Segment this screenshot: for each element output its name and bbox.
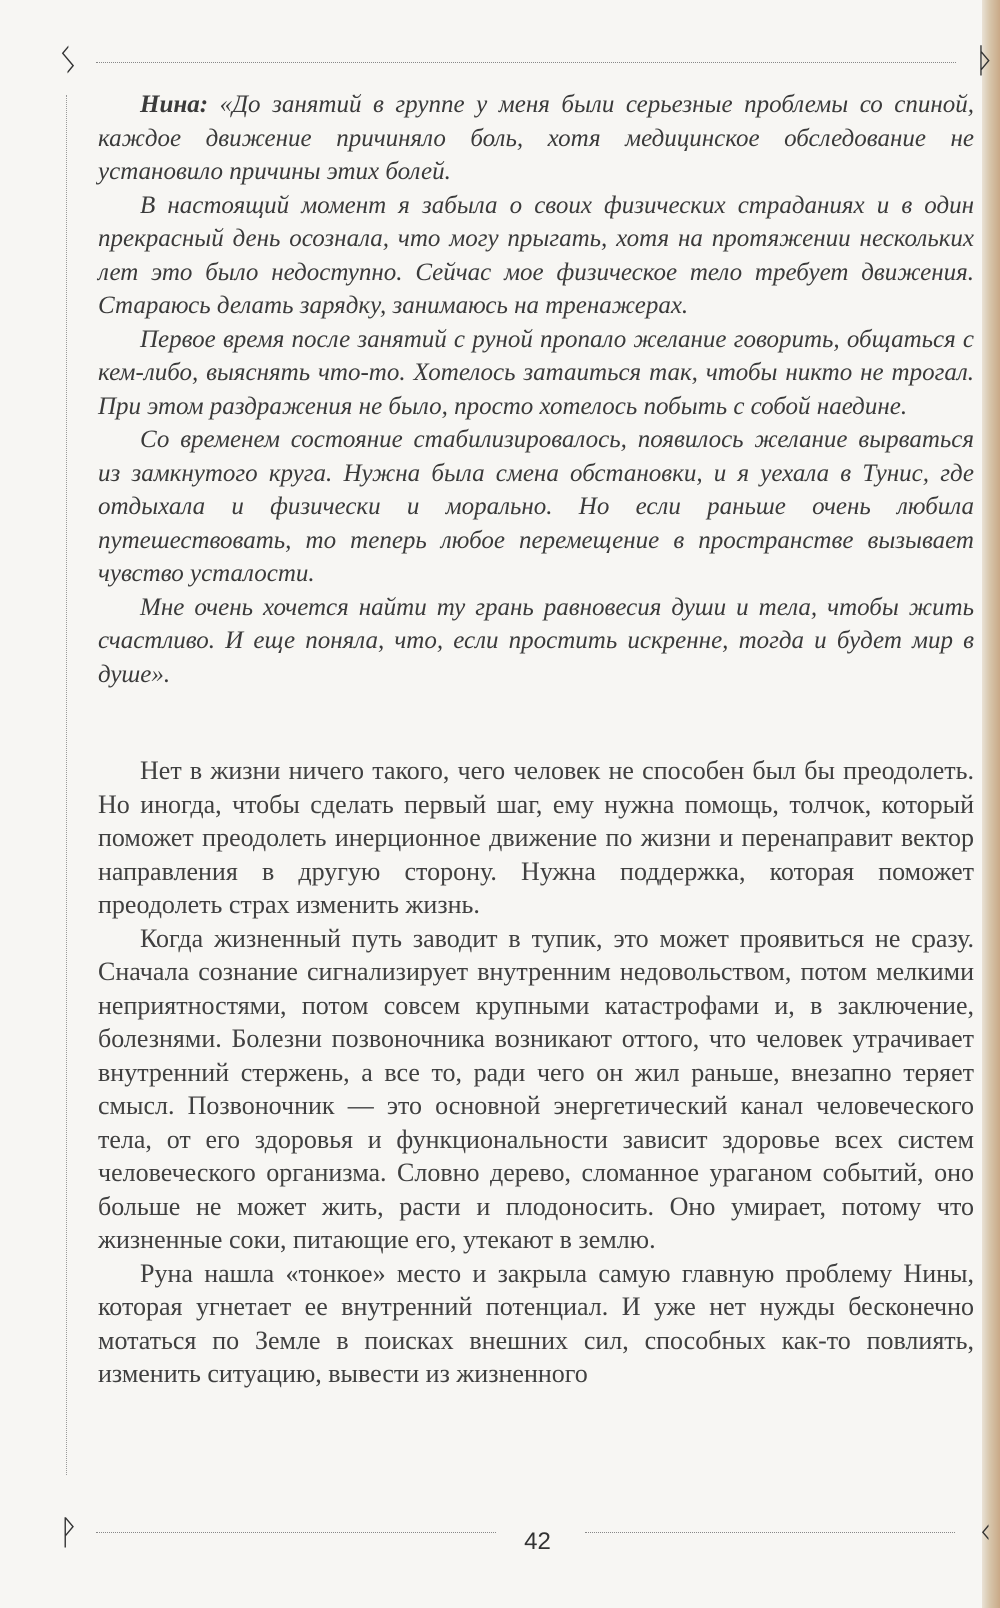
page-edge xyxy=(982,0,1000,1608)
body-paragraph: Когда жизненный путь заводит в тупик, это может проявиться не сразу. Сначала сознание сигнализирует внутренним недовольством, потом мелкими неприятностями, потом совсем крупными катастрофами и, в заключение, болезнями. Болезни позвоночника возникают оттого, что человек утрачивает внутренний стержень, а все то, ради чего он жил раньше, внезапно теряет смысл. Позвоночник — это основной энергетический канал человеческого тела, от его здоровья и функциональности зависит здоровье всех систем человеческого организма. Словно дерево, сломанное ураганом событий, оно больше не может жить, расти и плодоносить. Оно умирает, потому что жизненные соки, питающие его, утекают в землю. xyxy=(98,923,974,1254)
text-block xyxy=(98,88,974,1391)
quote-paragraph: Мне очень хочется найти ту грань равновесия души и тела, чтобы жить счастливо. И еще поняла, что, если простить искренне, тогда и будет мир в душе». xyxy=(98,593,974,688)
quote-speaker: Нина: xyxy=(140,91,209,118)
rune-wunjo-icon: ᚹ xyxy=(58,1513,79,1553)
top-rule xyxy=(96,62,956,63)
body-paragraph: Нет в жизни ничего такого, чего человек не способен был бы преодолеть. Но иногда, чтобы сделать первый шаг, ему нужна помощь, толчок, который поможет преодолеть инерционное движение по жизни и перенаправит вектор направления в другую сторону. Нужна поддержка, которая поможет преодолеть страх изменить жизнь. xyxy=(98,756,974,919)
quote-paragraph: Со временем состояние стабилизировалось, появилось желание вырваться из замкнутого круга. Нужна была смена обстановки, и я уехала в Тунис, где отдыхала и физически и морально. Но если раньше очень любила путешествовать, то теперь любое перемещение в пространстве вызывает чувство усталости. xyxy=(98,426,974,587)
quote-paragraph: Первое время после занятий с руной пропало желание говорить, общаться с кем-либо, выяснять что-то. Хотелось затаиться так, чтобы никто не трогал. При этом раздражения не было, просто хотелось побыть с собой наедине. xyxy=(98,325,974,420)
body-text xyxy=(98,754,974,1391)
page-number: 42 xyxy=(524,1528,551,1555)
quote-paragraph: Нина: «До занятий в группе у меня были серьезные проблемы со спиной, каждое движение причиняло боль, хотя медицинское обследование не установило причины этих болей. xyxy=(98,91,975,185)
rune-sowilo-icon: ᛊ xyxy=(58,41,79,81)
rune-thurisaz-icon: ᚦ xyxy=(975,41,996,81)
quote-paragraph: В настоящий момент я забыла о своих физических страданиях и в один прекрасный день осознала, что могу прыгать, хотя на протяжении нескольких лет это было недоступно. Сейчас мое физическое тело требует движения. Стараюсь делать зарядку, занимаюсь на тренажерах. xyxy=(98,191,974,319)
rune-kaunan-icon: ᚲ xyxy=(975,1513,996,1553)
testimonial-quote xyxy=(98,88,974,691)
left-rule xyxy=(66,95,67,1475)
body-paragraph: Руна нашла «тонкое» место и закрыла самую главную проблему Нины, которая угнетает ее внутренний потенциал. И уже нет нужды бесконечно мотаться по Земле в поисках внешних сил, способных как-то повлиять, изменить ситуацию, вывести из жизненного xyxy=(98,1258,974,1388)
